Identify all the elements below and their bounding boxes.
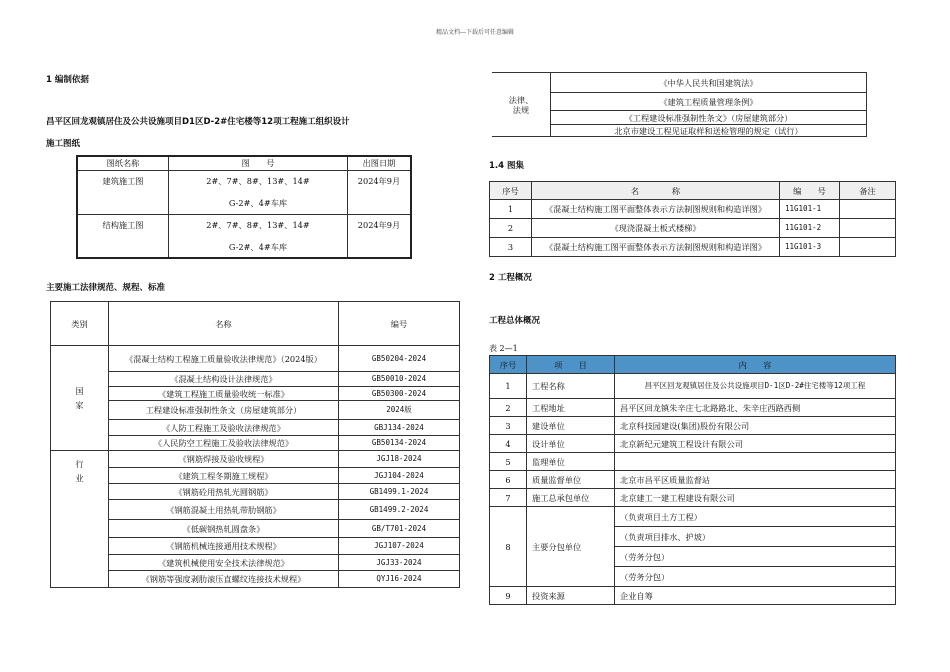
table-row (51, 538, 460, 555)
drawing-no: G-2#、4#车库 (228, 197, 288, 208)
table-row (51, 420, 460, 436)
subcontractor-entry: （负责项目排水、护坡） (615, 527, 896, 547)
reg-item: 北京市建设工程见证取样和送检管理的规定（试行） (551, 125, 867, 137)
atlas-name: 《混凝土结构施工图平面整体表示方法制图规则和构造详图》 (532, 200, 780, 219)
laws-heading: 主要施工法律规范、规程、标准 (46, 283, 166, 293)
row-content: 北京科技园建设(集团)股份有限公司 (615, 417, 896, 435)
standard-name: 《建筑工程冬期施工规程》 (109, 468, 339, 484)
col-header: 名称 (109, 302, 339, 346)
row-item: 质量监督单位 (527, 471, 615, 489)
atlas-no: 2 (490, 219, 532, 238)
row-content: 北京新纪元建筑工程设计有限公司 (615, 435, 896, 453)
atlas-code: 11G101-2 (780, 219, 840, 238)
standard-code: QYJ16-2024 (339, 571, 460, 588)
table-row (51, 346, 460, 372)
row-number: 6 (490, 471, 527, 489)
standard-code: GB50010-2024 (339, 372, 460, 387)
standard-code: JGJ18-2024 (339, 451, 460, 468)
subcontractor-entry: （负责项目土方工程） (615, 507, 896, 527)
table-row (77, 214, 411, 258)
col-header: 序号 (490, 182, 532, 200)
table-row (490, 489, 896, 507)
row-number: 9 (490, 587, 527, 605)
standard-name: 《人防工程施工及验收法律规范》 (109, 420, 339, 436)
standards-table (50, 301, 460, 588)
drawing-no: 2#、7#、8#、13#、14# (206, 175, 310, 186)
col-header: 类别 (51, 302, 109, 346)
col-header: 备注 (840, 182, 896, 200)
regulations-table (492, 72, 867, 137)
row-item: 设计单位 (527, 435, 615, 453)
standard-code: GB50134-2024 (339, 436, 460, 451)
row-content: 昌平区回龙镇朱辛庄七北路路北、朱辛庄西路西侧 (615, 399, 896, 417)
table-row (490, 471, 896, 489)
atlas-name: 《混凝土结构施工图平面整体表示方法制图规则和构造详图》 (532, 238, 780, 257)
row-number: 7 (490, 489, 527, 507)
col-header: 编号 (339, 302, 460, 346)
standard-code: GB/T701-2024 (339, 520, 460, 538)
col-header: 名 称 (532, 182, 780, 200)
table-header-row (490, 182, 896, 200)
drawing-no: 2#、7#、8#、13#、14# (206, 219, 310, 230)
standard-name: 《钢筋机械连接通用技术规程》 (109, 538, 339, 555)
table-row (490, 219, 896, 238)
row-number: 5 (490, 453, 527, 471)
standard-name: 《人民防空工程施工及验收法律规范》 (109, 436, 339, 451)
reg-item: 《中华人民共和国建筑法》 (551, 73, 867, 93)
table-row (490, 417, 896, 435)
table-header-row (51, 302, 460, 346)
category-industry: 行 业 (51, 451, 109, 588)
table-header-row (77, 156, 411, 170)
row-item: 监理单位 (527, 453, 615, 471)
standard-code: GB1499.1-2024 (339, 484, 460, 500)
row-content: 北京建工一建工程建设有限公司 (615, 489, 896, 507)
drawing-name: 建筑施工图 (77, 170, 169, 214)
table-row (51, 387, 460, 401)
row-content: 企业自筹 (615, 587, 896, 605)
standard-code: JGJ33-2024 (339, 555, 460, 571)
drawing-date: 2024年9月 (348, 214, 412, 258)
atlas-remark (840, 238, 896, 257)
row-item: 施工总承包单位 (527, 489, 615, 507)
atlas-table (489, 181, 896, 257)
reg-item: 《建筑工程质量管理条例》 (551, 93, 867, 111)
table-row (51, 436, 460, 451)
table-row (490, 453, 896, 471)
atlas-code: 11G101-3 (780, 238, 840, 257)
table-row (51, 571, 460, 588)
standard-name: 《钢筋焊接及验收规程》 (109, 451, 339, 468)
overview-heading: 工程总体概况 (489, 316, 541, 326)
atlas-no: 1 (490, 200, 532, 219)
standard-name: 工程建设标准强制性条文（房屋建筑部分） (109, 401, 339, 420)
table-row (77, 170, 411, 214)
table-row (51, 500, 460, 520)
table-row (490, 435, 896, 453)
drawing-no: G-2#、4#车库 (228, 241, 288, 252)
category-national: 国 家 (51, 346, 109, 451)
standard-code: GB50204-2024 (339, 346, 460, 372)
table-row (490, 238, 896, 257)
table-row (51, 520, 460, 538)
standard-code: GB1499.2-2024 (339, 500, 460, 520)
atlas-remark (840, 219, 896, 238)
table-row (490, 200, 896, 219)
standard-name: 《混凝土结构设计法律规范》 (109, 372, 339, 387)
row-content (615, 453, 896, 471)
standard-name: 《低碳钢热轧圆盘条》 (109, 520, 339, 538)
reg-item: 《工程建设标准强制性条文》（房屋建筑部分） (551, 111, 867, 125)
section-heading-1: 1 编制依据 (46, 75, 89, 85)
overview-table (489, 355, 896, 605)
standard-name: 《建筑机械使用安全技术法律规范》 (109, 555, 339, 571)
regs-label: 法律、 法规 (492, 73, 551, 137)
col-header: 序号 (490, 356, 527, 374)
atlas-name: 《现浇混凝土板式楼梯》 (532, 219, 780, 238)
row-number: 3 (490, 417, 527, 435)
col-header: 图纸名称 (77, 156, 169, 170)
table-label: 表 2—1 (489, 344, 518, 353)
row-number: 8 (490, 507, 527, 587)
row-number: 2 (490, 399, 527, 417)
table-row (490, 399, 896, 417)
table-header-row (490, 356, 896, 374)
standard-name: 《建筑工程施工质量验收统一标准》 (109, 387, 339, 401)
subcontractor-entry: （劳务分包） (615, 547, 896, 567)
header-note: 精品文档---下载后可任意编辑 (435, 29, 515, 36)
atlas-remark (840, 200, 896, 219)
row-number: 4 (490, 435, 527, 453)
row-content: 北京市昌平区质量监督站 (615, 471, 896, 489)
row-number: 1 (490, 374, 527, 399)
table-row (51, 468, 460, 484)
row-item: 工程地址 (527, 399, 615, 417)
table-row (51, 555, 460, 571)
drawing-name: 结构施工图 (77, 214, 169, 258)
col-header: 出图日期 (348, 156, 412, 170)
atlas-heading: 1.4 图集 (489, 161, 525, 171)
row-item: 工程名称 (527, 374, 615, 399)
table-row (51, 451, 460, 468)
row-item: 主要分包单位 (527, 507, 615, 587)
section-heading-2: 2 工程概况 (489, 273, 532, 283)
standard-code: JGJ104-2024 (339, 468, 460, 484)
row-item: 投资来源 (527, 587, 615, 605)
standard-name: 《混凝土结构工程施工质量验收法律规范》（2024版） (109, 346, 339, 372)
atlas-no: 3 (490, 238, 532, 257)
col-header: 编 号 (780, 182, 840, 200)
standard-code: GB50300-2024 (339, 387, 460, 401)
col-header: 项 目 (527, 356, 615, 374)
standard-code: 2024版 (339, 401, 460, 420)
standard-name: 《钢筋混凝土用热轧带肋钢筋》 (109, 500, 339, 520)
table-row (490, 374, 896, 399)
row-item: 建设单位 (527, 417, 615, 435)
table-row (51, 372, 460, 387)
drawings-heading: 施工图纸 (46, 139, 81, 149)
standard-code: JGJ107-2024 (339, 538, 460, 555)
col-header: 图 号 (169, 156, 348, 170)
table-row (51, 484, 460, 500)
table-row (51, 401, 460, 420)
standard-name: 《钢筋等强度剥肋滚压直螺纹连接技术规程》 (109, 571, 339, 588)
atlas-code: 11G101-1 (780, 200, 840, 219)
col-header: 内 容 (615, 356, 896, 374)
row-content: 昌平区回龙观镇居住及公共设施项目D-1区D-2#住宅楼等12项工程 (615, 374, 896, 399)
table-row (490, 587, 896, 605)
drawing-date: 2024年9月 (348, 170, 412, 214)
standard-name: 《钢筋砼用热轧光圆钢筋》 (109, 484, 339, 500)
project-title: 昌平区回龙观镇居住及公共设施项目D1区D-2#住宅楼等12项工程施工组织设计 (46, 117, 350, 127)
drawings-table (76, 155, 412, 259)
standard-code: GBJ134-2024 (339, 420, 460, 436)
subcontractor-entry: （劳务分包） (615, 567, 896, 587)
table-row (490, 507, 896, 527)
